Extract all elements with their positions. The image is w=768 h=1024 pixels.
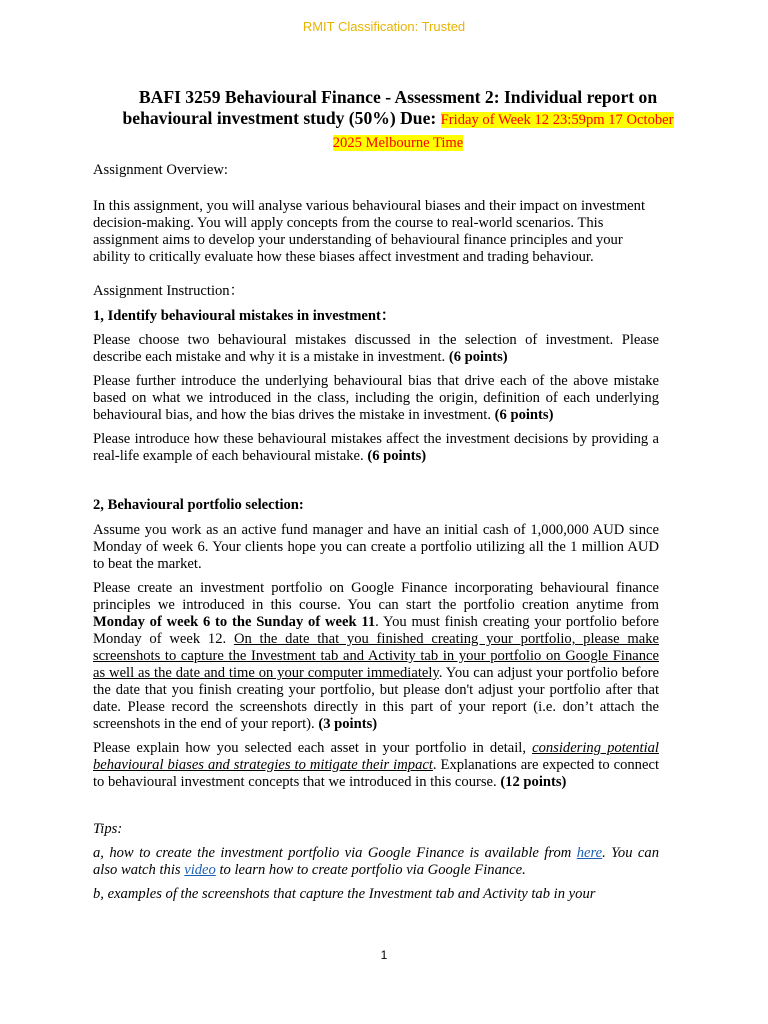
tips-a-text-1: a, how to create the investment portfolio via Google Finance is available from [93,845,577,861]
title-main: BAFI 3259 Behavioural Finance - Assessment 2: Individual report on behavioural investment study (50%) Due: [122,87,658,128]
section1-p3-text: Please introduce how these behavioural mistakes affect the investment decisions by providing a real-life example of each behavioural mistake. [93,431,659,464]
document-body [93,162,659,903]
section1-p2-points: (6 points) [494,407,554,423]
overview-heading: Assignment Overview: [93,162,228,178]
tips-item-a [93,845,659,879]
section2-paragraph-2 [93,580,659,733]
overview-text: In this assignment, you will analyse various behavioural biases and their impact on investment decision-making. You will apply concepts from the course to real-world scenarios. This assignment aims to develop your understanding of behavioural finance principles and your ability to critically evaluate how these biases affect investment and trading behaviour. [93,198,646,265]
section1-paragraph-3 [93,431,659,465]
section2-p3-text-b: . Explanations are expected to connect to behavioural investment concepts that we introduced in this course. [93,757,659,790]
due-date-highlight: Friday of Week 12 23:59pm 17 October 2025 Melbourne Time [332,112,674,151]
section1-heading: 1, Identify behavioural mistakes in investment： [93,308,396,324]
classification-label: RMIT Classification: Trusted [302,19,466,34]
section2-p2-text-b: . You must finish creating your portfolio before Monday of week 12. [93,614,659,647]
section2-p2-points: (3 points) [318,716,378,732]
section2-paragraph-1: Assume you work as an active fund manager and have an initial cash of 1,000,000 AUD since Monday of week 6. Your clients hope you can create a portfolio utilizing all the 1 million AUD to beat the market. [93,522,659,572]
section1-p3-points: (6 points) [367,448,427,464]
section2-paragraph-3 [93,740,659,791]
section1-paragraph-1 [93,332,659,366]
tips-a-text-3: to learn how to create portfolio via Google Finance. [215,862,526,878]
instruction-heading: Assignment Instruction： [93,283,245,299]
document-title [118,87,678,154]
page-number: 1 [380,948,388,962]
section2-heading: 2, Behavioural portfolio selection: [93,497,304,513]
section1-p1-text: Please choose two behavioural mistakes discussed in the selection of investment. Please describe each mistake and why it is a mistake in investment. [93,332,659,365]
section2-p2-text-c: . You can adjust your portfolio before the date that you finish creating your portfolio, but please don't adjust your portfolio after that date. Please record the screenshots directly in this part of your report (i.e. don’t attach the screenshots in the end of your report). [93,665,659,732]
here-link[interactable]: here [576,845,603,861]
tips-item-b: b, examples of the screenshots that capture the Investment tab and Activity tab in your [93,886,596,902]
section2-p2-underlined: On the date that you finished creating your portfolio, please make screenshots to capture the Investment tab and Activity tab in your portfolio on Google Finance as well as the date and time on your computer immediately [93,631,659,681]
section1-p1-points: (6 points) [448,349,508,365]
section2-p3-text-a: Please explain how you selected each asset in your portfolio in detail, [93,740,533,756]
section2-p3-emphasis: considering potential behavioural biases and strategies to mitigate their impact [93,740,659,773]
section2-p2-dates: Monday of week 6 to the Sunday of week 11 [93,614,376,630]
tips-heading: Tips: [93,821,123,837]
section2-p3-points: (12 points) [500,774,567,790]
section1-p2-text: Please further introduce the underlying behavioural bias that drive each of the above mistake based on what we introduced in the class, including the origin, definition of each underlying behavioural bias, and how the bias drives the mistake in investment. [93,373,659,423]
video-link[interactable]: video [184,862,216,878]
section2-p2-text-a: Please create an investment portfolio on Google Finance incorporating behavioural finance principles we introduced in this course. You can start the portfolio creation anytime from [93,580,659,613]
section1-paragraph-2 [93,373,659,424]
tips-a-text-2: . You can also watch this [93,845,659,878]
